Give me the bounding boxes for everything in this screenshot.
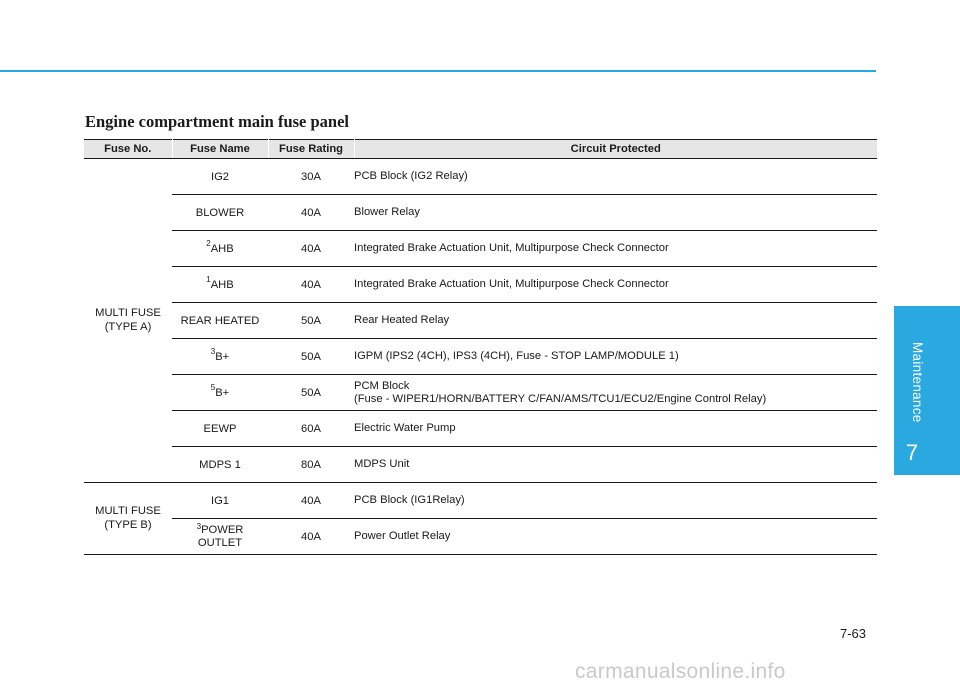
table-header-row [84, 140, 877, 159]
top-rule [0, 70, 876, 72]
fuse-rating: 80A [268, 447, 354, 483]
table-row [84, 303, 877, 339]
section-title: Engine compartment main fuse panel [85, 112, 349, 131]
circuit-protected: PCB Block (IG1Relay) [354, 483, 877, 519]
circuit-line1: PCM Block [354, 379, 410, 392]
circuit-protected: Integrated Brake Actuation Unit, Multipurpose Check Connector [354, 231, 877, 267]
fuse-rating: 60A [268, 411, 354, 447]
header-fuse-rating: Fuse Rating [268, 140, 354, 159]
fuse-name: REAR HEATED [172, 303, 268, 339]
footnote-marker: 5 [210, 382, 216, 392]
header-fuse-no: Fuse No. [84, 140, 172, 159]
table-row [84, 231, 877, 267]
fuse-group-label-line2: (TYPE A) [104, 320, 152, 333]
header-fuse-name: Fuse Name [172, 140, 268, 159]
fuse-name: $^5$B+ [172, 375, 268, 411]
circuit-protected [354, 375, 877, 411]
fuse-name: $^2$AHB [172, 231, 268, 267]
footnote-marker: 3 [210, 346, 216, 356]
fuse-rating: 30A [268, 159, 354, 195]
circuit-protected: PCB Block (IG2 Relay) [354, 159, 877, 195]
header-circuit-protected: Circuit Protected [354, 140, 877, 159]
footnote-marker: 1 [206, 274, 211, 284]
footnote-marker: 3 [196, 521, 202, 531]
footnote-marker: 2 [206, 238, 211, 248]
circuit-line2: (Fuse - WIPER1/HORN/BATTERY C/FAN/AMS/TCU1/ECU2/Engine Control Relay) [354, 392, 767, 405]
fuse-name: $^1$AHB [172, 267, 268, 303]
circuit-protected: Integrated Brake Actuation Unit, Multipurpose Check Connector [354, 267, 877, 303]
fuse-rating: 40A [268, 267, 354, 303]
fuse-group-type-b [84, 483, 172, 555]
table-row [84, 159, 877, 195]
fuse-group-type-a [84, 159, 172, 483]
circuit-protected: MDPS Unit [354, 447, 877, 483]
fuse-rating: 40A [268, 195, 354, 231]
circuit-protected: IGPM (IPS2 (4CH), IPS3 (4CH), Fuse - STOP LAMP/MODULE 1) [354, 339, 877, 375]
fuse-rating: 50A [268, 375, 354, 411]
fuse-group-label-line1: MULTI FUSE [95, 505, 161, 517]
table-row [84, 267, 877, 303]
chapter-tab-number: 7 [905, 440, 919, 465]
fuse-name: IG2 [172, 159, 268, 195]
watermark: carmanualsonline.info [575, 660, 786, 683]
circuit-protected: Rear Heated Relay [354, 303, 877, 339]
fuse-group-label-line2: (TYPE B) [104, 518, 152, 531]
fuse-rating: 50A [268, 339, 354, 375]
fuse-name: BLOWER [172, 195, 268, 231]
table-row [84, 339, 877, 375]
circuit-protected: Power Outlet Relay [354, 519, 877, 555]
table-row [84, 411, 877, 447]
fuse-name: MDPS 1 [172, 447, 268, 483]
fuse-table [84, 139, 877, 555]
fuse-name: $^3$B+ [172, 339, 268, 375]
fuse-rating: 40A [268, 483, 354, 519]
fuse-rating: 40A [268, 519, 354, 555]
circuit-protected: Electric Water Pump [354, 411, 877, 447]
table-row [84, 483, 877, 519]
fuse-name: EEWP [172, 411, 268, 447]
chapter-tab-label: Maintenance [910, 342, 925, 423]
fuse-group-label-line1: MULTI FUSE [95, 307, 161, 319]
circuit-protected: Blower Relay [354, 195, 877, 231]
fuse-rating: 40A [268, 231, 354, 267]
table-row [84, 195, 877, 231]
table-row [84, 375, 877, 411]
page-number: 7-63 [840, 626, 867, 641]
fuse-name: $^3$POWER OUTLET [172, 519, 268, 555]
table-row [84, 519, 877, 555]
fuse-name: IG1 [172, 483, 268, 519]
fuse-rating: 50A [268, 303, 354, 339]
table-row [84, 447, 877, 483]
